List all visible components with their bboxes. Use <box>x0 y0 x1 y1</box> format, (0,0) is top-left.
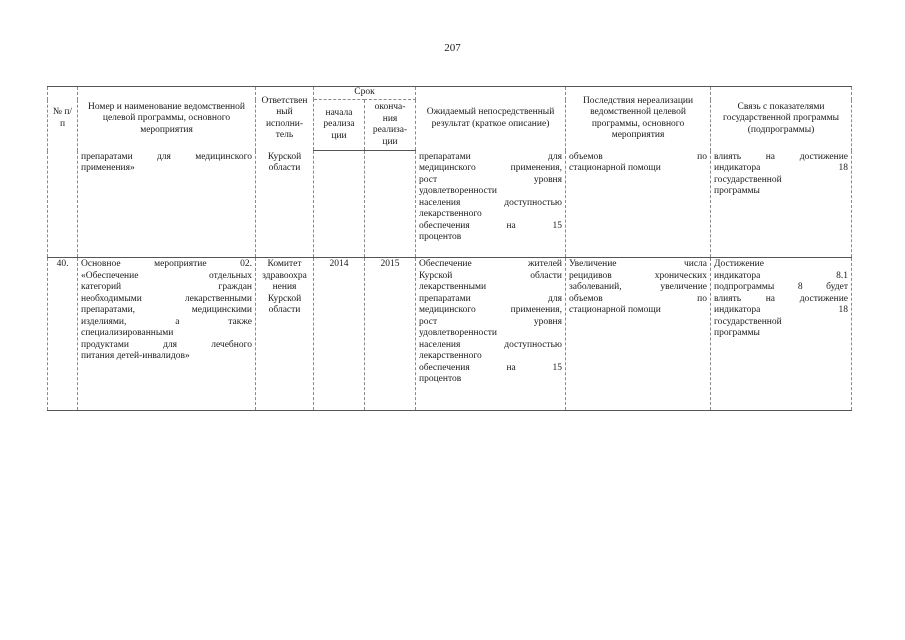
row-name-line: препаратами для медицинского <box>81 151 252 162</box>
row-responsible <box>256 151 314 258</box>
row-result-line: процентов <box>419 232 462 242</box>
row-result-line: населения доступностью <box>419 339 563 350</box>
row-link <box>711 151 852 258</box>
row-link-line: подпрограммы 8 будет <box>714 282 849 292</box>
row-link-line: индикатора 18 <box>714 163 849 173</box>
row-result-line: рост уровня <box>419 174 563 185</box>
row-name-line: «Обеспечение отдельных <box>81 270 252 281</box>
row-consequences-line: стационарной помощи <box>569 163 661 173</box>
row-name-line: питания детей-инвалидов» <box>81 351 190 361</box>
row-end: 2015 <box>365 258 416 411</box>
row-consequences-line: заболеваний, увеличение <box>569 282 708 292</box>
row-result-line: населения доступностью <box>419 197 563 208</box>
row-result <box>416 258 566 411</box>
row-link-line: индикатора 18 <box>714 305 849 315</box>
row-name-line: Основное мероприятие 02. <box>81 259 252 269</box>
row-result-line: лекарственного <box>419 209 482 219</box>
row-result-line: препаратами для <box>419 151 563 162</box>
row-responsible-line: нения <box>272 282 297 292</box>
row-responsible <box>256 258 314 411</box>
header-consequences: Последствия нереализации ведомственной целевой программы, основного мероприятия <box>566 87 711 151</box>
header-start: начала реализа ции <box>314 100 365 151</box>
measures-table <box>47 86 852 411</box>
header-name: Номер и наименование ведомственной целевой программы, основного мероприятия <box>78 87 256 151</box>
header-end: оконча- ния реализа- ции <box>365 100 416 151</box>
row-link-line: индикатора 8.1 <box>714 270 849 281</box>
row-link-line: программы <box>714 328 760 338</box>
row-link-line: влиять на достижение <box>714 293 849 304</box>
row-responsible-line: Комитет <box>267 259 302 269</box>
row-start: 2014 <box>314 258 365 411</box>
row-consequences-line: объемов по <box>569 293 708 304</box>
row-result-line: лекарственного <box>419 351 482 361</box>
row-consequences-line: рецидивов хронических <box>569 270 708 281</box>
row-result-line: обеспечения на 15 <box>419 220 563 231</box>
row-name-line: необходимыми лекарственными <box>81 293 252 304</box>
row-consequences-line: стационарной помощи <box>569 305 661 315</box>
row-link-line: Достижение <box>714 259 764 269</box>
row-name-line: специализированными <box>81 328 174 338</box>
row-link <box>711 258 852 411</box>
header-result: Ожидаемый непосредственный результат (краткое описание) <box>416 87 566 151</box>
row-result-line: Обеспечение жителей <box>419 259 563 269</box>
row-link-line: государственной <box>714 174 782 185</box>
table-row <box>48 258 852 411</box>
row-result-line: удовлетворенности <box>419 328 497 338</box>
header-responsible: Ответствен ный исполни- тель <box>256 87 314 151</box>
row-responsible-line: области <box>268 163 301 173</box>
row-name <box>78 258 256 411</box>
row-consequences <box>566 258 711 411</box>
header-link: Связь с показателями государственной программы (подпрограммы) <box>711 87 852 151</box>
row-result-line: препаратами для <box>419 293 563 304</box>
table-row <box>48 151 852 258</box>
row-consequences <box>566 151 711 258</box>
row-result-line: медицинского применения, <box>419 305 563 315</box>
row-start <box>314 151 365 258</box>
row-name-line: продуктами для лечебного <box>81 339 252 350</box>
row-link-line: влиять на достижение <box>714 151 849 162</box>
row-link-line: государственной <box>714 316 782 327</box>
row-result <box>416 151 566 258</box>
row-responsible-line: Курской <box>267 151 302 162</box>
header-srok: Срок <box>314 87 416 100</box>
row-responsible-line: области <box>268 305 301 315</box>
row-result-line: Курской области <box>419 270 563 281</box>
header-num: № п/п <box>48 87 78 151</box>
row-result-line: обеспечения на 15 <box>419 362 563 373</box>
row-result-line: лекарственными <box>419 282 487 292</box>
row-name-line: препаратами, медицинскими <box>81 305 252 315</box>
row-responsible-line: здравоохра <box>262 270 307 281</box>
row-num: 40. <box>48 258 78 411</box>
row-consequences-line: объемов по <box>569 151 708 162</box>
row-name <box>78 151 256 258</box>
row-result-line: удовлетворенности <box>419 186 497 196</box>
row-responsible-line: Курской <box>267 293 302 304</box>
page-number: 207 <box>444 42 461 54</box>
row-name-line: категорий граждан <box>81 282 252 292</box>
row-result-line: рост уровня <box>419 316 563 327</box>
row-link-line: программы <box>714 186 760 196</box>
row-result-line: процентов <box>419 374 462 384</box>
row-consequences-line: Увеличение числа <box>569 259 708 269</box>
row-name-line: изделиями, а также <box>81 316 252 327</box>
row-name-line: применения» <box>81 163 135 173</box>
row-result-line: медицинского применения, <box>419 163 563 173</box>
row-num <box>48 151 78 258</box>
row-end <box>365 151 416 258</box>
